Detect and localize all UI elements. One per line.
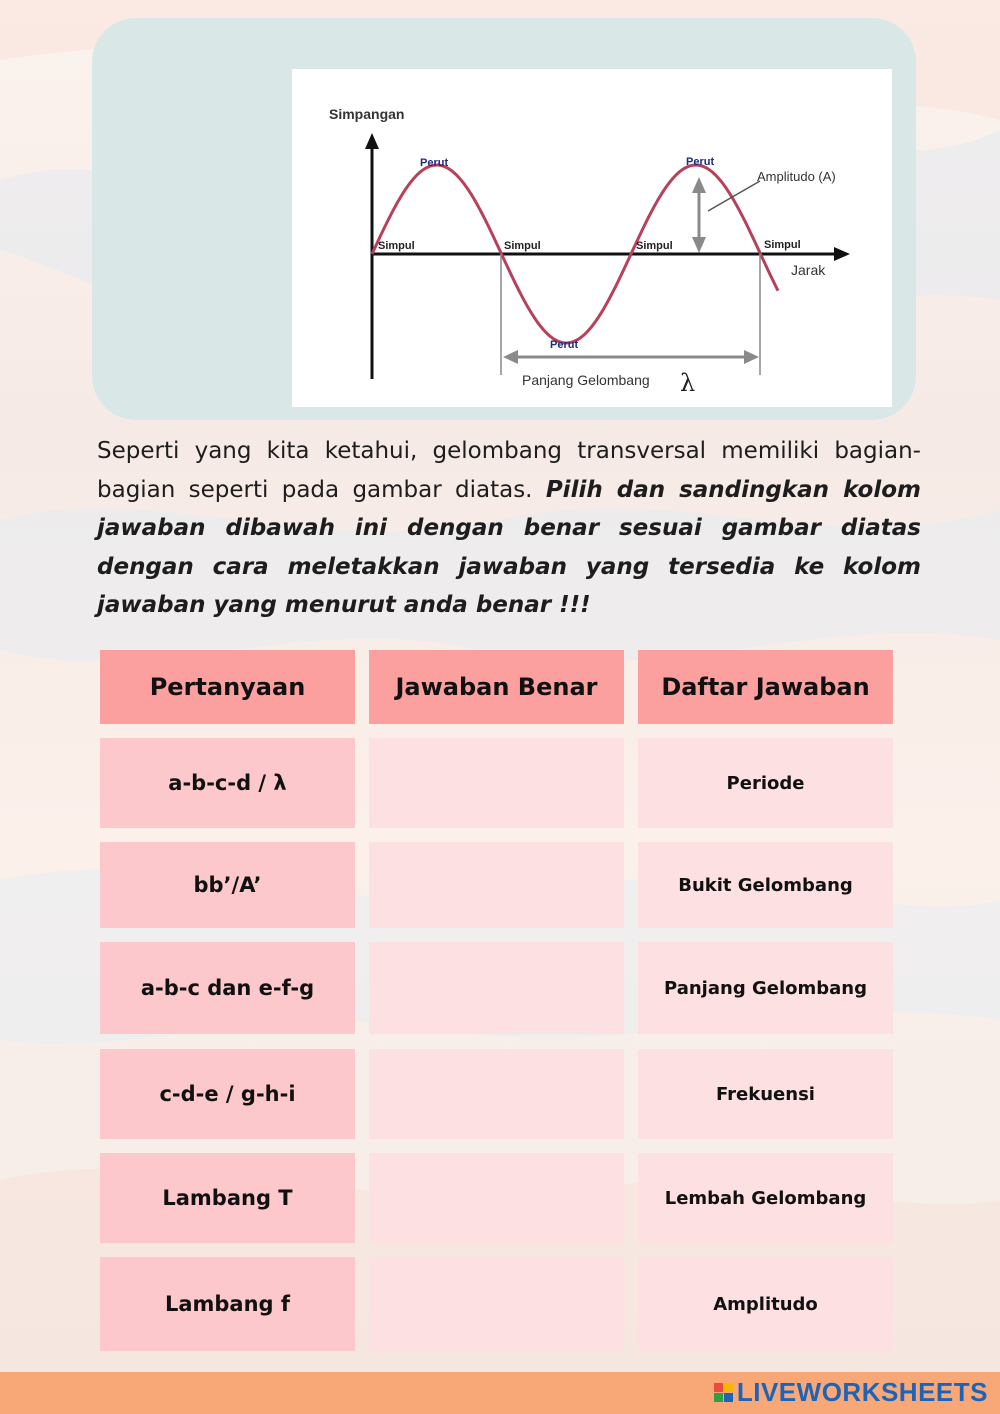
answer-drop-slot[interactable] bbox=[369, 1049, 624, 1139]
header-pertanyaan: Pertanyaan bbox=[100, 650, 355, 724]
liveworksheets-logo-icon bbox=[714, 1383, 733, 1402]
answer-option[interactable]: Periode bbox=[638, 738, 893, 828]
wavelength-label: Panjang Gelombang bbox=[522, 372, 650, 388]
answer-option[interactable]: Amplitudo bbox=[638, 1257, 893, 1351]
amplitude-pointer bbox=[708, 181, 760, 211]
amplitude-arrow-up-icon bbox=[692, 177, 706, 193]
answer-drop-slot[interactable] bbox=[369, 942, 624, 1034]
header-daftar-jawaban: Daftar Jawaban bbox=[638, 650, 893, 724]
node-label-2: Simpul bbox=[504, 240, 541, 252]
brand-logo[interactable] bbox=[714, 1374, 988, 1410]
figure-card bbox=[92, 18, 916, 420]
answer-option[interactable]: Bukit Gelombang bbox=[638, 842, 893, 928]
answer-option[interactable]: Frekuensi bbox=[638, 1049, 893, 1139]
answer-drop-slot[interactable] bbox=[369, 1257, 624, 1351]
node-label-1: Simpul bbox=[378, 240, 415, 252]
x-axis-label: Jarak bbox=[791, 262, 826, 278]
question-cell: a-b-c-d / λ bbox=[100, 738, 355, 828]
y-axis-arrow-icon bbox=[365, 133, 379, 149]
question-cell: bb’/A’ bbox=[100, 842, 355, 928]
header-jawaban-benar: Jawaban Benar bbox=[369, 650, 624, 724]
question-cell: c-d-e / g-h-i bbox=[100, 1049, 355, 1139]
wavelength-arrow-right-icon bbox=[744, 350, 759, 364]
y-axis-label: Simpangan bbox=[329, 106, 405, 122]
wave-diagram bbox=[292, 69, 892, 407]
wavelength-arrow-left-icon bbox=[503, 350, 518, 364]
instruction-paragraph bbox=[97, 432, 921, 625]
amplitude-arrow-down-icon bbox=[692, 237, 706, 253]
question-cell: Lambang T bbox=[100, 1153, 355, 1243]
wavelength-symbol: λ bbox=[680, 369, 696, 397]
x-axis-arrow-icon bbox=[834, 247, 850, 261]
amplitude-label: Amplitudo (A) bbox=[757, 169, 836, 184]
question-cell: Lambang f bbox=[100, 1257, 355, 1351]
trough-label: Perut bbox=[550, 339, 579, 351]
brand-name: LIVEWORKSHEETS bbox=[736, 1376, 988, 1407]
answer-option[interactable]: Lembah Gelombang bbox=[638, 1153, 893, 1243]
intro-text: Seperti yang kita ketahui, gelombang transversal memiliki bagian-bagian seperti pada gambar diatas. bbox=[97, 438, 921, 503]
answer-drop-slot[interactable] bbox=[369, 1153, 624, 1243]
crest-label-1: Perut bbox=[420, 157, 449, 169]
question-cell: a-b-c dan e-f-g bbox=[100, 942, 355, 1034]
answer-drop-slot[interactable] bbox=[369, 842, 624, 928]
crest-label-2: Perut bbox=[686, 156, 715, 168]
node-label-3: Simpul bbox=[636, 240, 673, 252]
answer-option[interactable]: Panjang Gelombang bbox=[638, 942, 893, 1034]
wave-figure bbox=[292, 69, 892, 407]
instruction-text: Pilih dan sandingkan kolom jawaban dibawah ini dengan benar sesuai gambar diatas dengan cara meletakkan jawaban yang tersedia ke kolom jawaban yang menurut anda benar !!! bbox=[97, 476, 921, 619]
node-label-4: Simpul bbox=[764, 239, 801, 251]
answer-drop-slot[interactable] bbox=[369, 738, 624, 828]
